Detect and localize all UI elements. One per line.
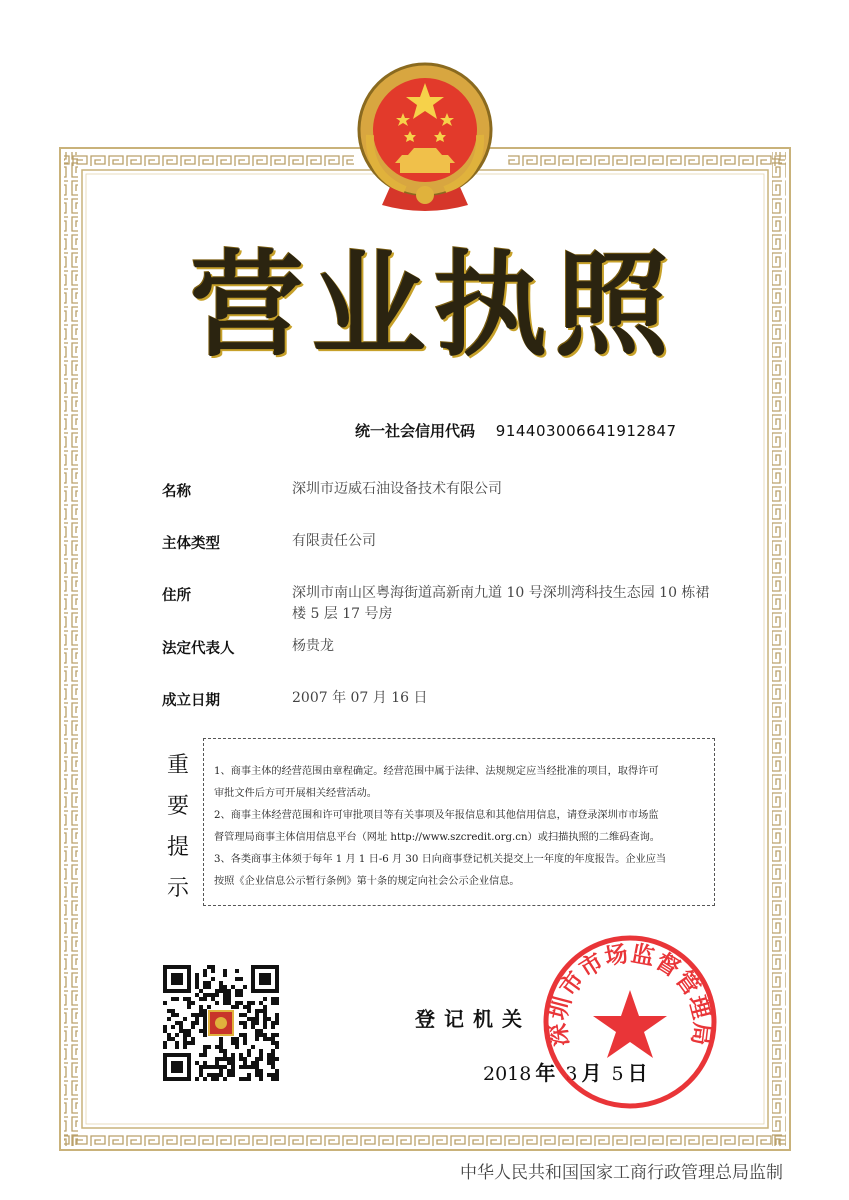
notice-line: 2、商事主体经营范围和许可审批项目等有关事项及年报信息和其他信用信息，请登录深圳市市场监 xyxy=(214,810,659,821)
notice-title-char: 重 xyxy=(166,753,189,778)
issue-month: 3 xyxy=(565,1063,578,1085)
address-line: 深圳市南山区粤海街道高新南九道 10 号深圳湾科技生态园 10 栋裙 xyxy=(292,585,710,601)
seal-text: 深圳市市场监督管理局 xyxy=(544,939,716,1048)
field-label-established: 成立日期 xyxy=(162,693,220,709)
title-char: 营 xyxy=(190,238,307,372)
field-value-established: 2007 年 07 月 16 日 xyxy=(292,690,428,706)
address-line: 楼 5 层 17 号房 xyxy=(292,606,393,622)
notice-line: 审批文件后方可开展相关经营活动。 xyxy=(214,788,377,799)
footer-supervision: 中华人民共和国国家工商行政管理总局监制 xyxy=(460,1163,783,1183)
title-char: 照 xyxy=(554,238,671,372)
notice-line: 3、各类商事主体须于每年 1 月 1 日-6 月 30 日向商事登记机关提交上一年度的年度报告。企业应当 xyxy=(214,854,667,865)
title-char: 业 xyxy=(311,238,428,372)
credit-code-value: 914403006641912847 xyxy=(495,422,677,440)
field-label-name: 名称 xyxy=(162,484,191,500)
notice-line: 按照《企业信息公示暂行条例》第十条的规定向社会公示企业信息。 xyxy=(214,876,520,887)
notice-title-char: 示 xyxy=(166,876,189,901)
notice-line: 督管理局商事主体信用信息平台（网址 http://www.szcredit.org.cn）或扫描执照的二维码查询。 xyxy=(214,832,660,843)
issue-year-char: 年 xyxy=(535,1061,556,1085)
notice-title-char: 提 xyxy=(166,835,189,860)
field-label-type: 主体类型 xyxy=(162,536,220,552)
field-value-name: 深圳市迈威石油设备技术有限公司 xyxy=(292,481,502,497)
field-value-address xyxy=(292,583,762,625)
qr-code[interactable] xyxy=(163,965,279,1081)
license-title xyxy=(190,240,670,370)
notice-title-char: 要 xyxy=(166,794,189,819)
registration-authority-label: 登记机关 xyxy=(415,1007,531,1031)
credit-code-label: 统一社会信用代码 xyxy=(355,422,476,440)
issue-year: 2018 xyxy=(483,1063,532,1085)
notice-title xyxy=(160,745,196,909)
notice-box xyxy=(203,738,715,906)
field-label-legal-rep: 法定代表人 xyxy=(162,641,235,657)
national-emblem-icon xyxy=(350,55,500,215)
issue-month-char: 月 xyxy=(581,1061,602,1085)
official-seal-icon xyxy=(540,930,720,1110)
notice-line: 1、商事主体的经营范围由章程确定。经营范围中属于法律、法规规定应当经批准的项目，取得许可 xyxy=(214,766,659,777)
field-value-type: 有限责任公司 xyxy=(292,533,376,549)
credit-code-row xyxy=(355,420,677,441)
field-value-legal-rep: 杨贵龙 xyxy=(292,638,334,654)
field-label-address: 住所 xyxy=(162,588,191,604)
issue-day-char: 日 xyxy=(627,1061,648,1085)
issue-day: 5 xyxy=(611,1063,624,1085)
title-char: 执 xyxy=(433,238,550,372)
